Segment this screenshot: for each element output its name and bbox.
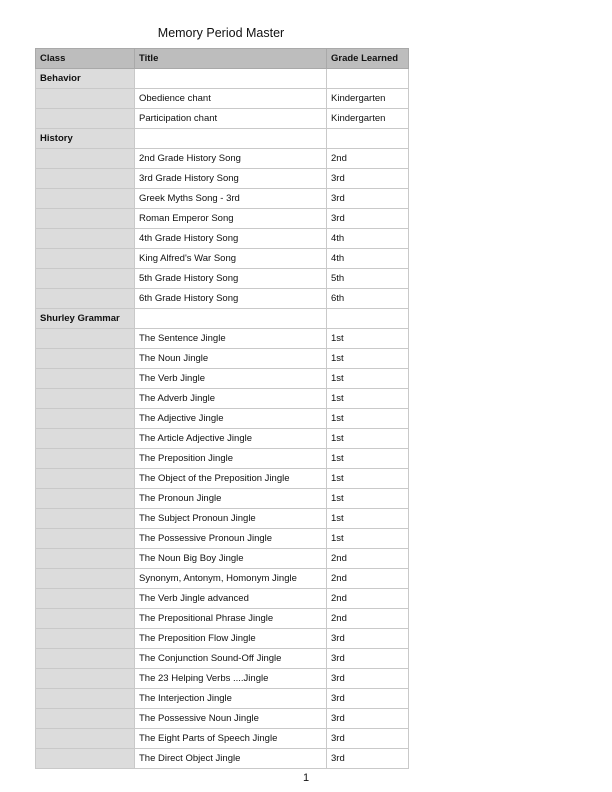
grade-learned-cell: 3rd <box>327 169 409 189</box>
title-cell <box>135 309 327 329</box>
title-cell: The Noun Jingle <box>135 349 327 369</box>
table-row <box>36 589 409 609</box>
title-cell: King Alfred's War Song <box>135 249 327 269</box>
class-cell <box>36 489 135 509</box>
class-cell <box>36 389 135 409</box>
table-row <box>36 489 409 509</box>
title-cell: The Noun Big Boy Jingle <box>135 549 327 569</box>
grade-learned-cell: 6th <box>327 289 409 309</box>
page-number: 1 <box>302 772 310 784</box>
table-row <box>36 189 409 209</box>
title-cell: The Possessive Pronoun Jingle <box>135 529 327 549</box>
grade-learned-cell: 2nd <box>327 549 409 569</box>
class-cell <box>36 269 135 289</box>
title-cell: The Preposition Flow Jingle <box>135 629 327 649</box>
table-row <box>36 369 409 389</box>
grade-learned-cell: 2nd <box>327 149 409 169</box>
class-cell <box>36 249 135 269</box>
table-row <box>36 509 409 529</box>
title-cell: Obedience chant <box>135 89 327 109</box>
grade-learned-cell: 3rd <box>327 629 409 649</box>
table-row <box>36 729 409 749</box>
table-row <box>36 529 409 549</box>
grade-learned-cell <box>327 129 409 149</box>
table-row <box>36 469 409 489</box>
table-row <box>36 149 409 169</box>
table-row <box>36 389 409 409</box>
title-cell: The Adverb Jingle <box>135 389 327 409</box>
column-header-class: Class <box>36 49 135 69</box>
class-cell <box>36 609 135 629</box>
class-group-row <box>36 129 409 149</box>
class-group-row <box>36 69 409 89</box>
class-name-cell: Shurley Grammar <box>36 309 135 329</box>
table-row <box>36 449 409 469</box>
class-cell <box>36 429 135 449</box>
column-header-title: Title <box>135 49 327 69</box>
class-cell <box>36 689 135 709</box>
table-row <box>36 569 409 589</box>
title-cell: The Verb Jingle advanced <box>135 589 327 609</box>
class-cell <box>36 89 135 109</box>
grade-learned-cell <box>327 69 409 89</box>
header-row <box>36 49 409 69</box>
table-row <box>36 249 409 269</box>
grade-learned-cell: 2nd <box>327 589 409 609</box>
grade-learned-cell: 1st <box>327 469 409 489</box>
class-cell <box>36 729 135 749</box>
grade-learned-cell: 1st <box>327 329 409 349</box>
grade-learned-cell: Kindergarten <box>327 89 409 109</box>
table-row <box>36 109 409 129</box>
class-cell <box>36 509 135 529</box>
table-row <box>36 289 409 309</box>
grade-learned-cell: 4th <box>327 249 409 269</box>
title-cell: The Eight Parts of Speech Jingle <box>135 729 327 749</box>
title-cell: The Adjective Jingle <box>135 409 327 429</box>
grade-learned-cell: 1st <box>327 509 409 529</box>
table-header <box>36 49 409 69</box>
class-cell <box>36 449 135 469</box>
class-cell <box>36 109 135 129</box>
table-row <box>36 649 409 669</box>
grade-learned-cell <box>327 309 409 329</box>
document-title: Memory Period Master <box>157 26 285 40</box>
title-cell: 3rd Grade History Song <box>135 169 327 189</box>
title-cell: The 23 Helping Verbs ....Jingle <box>135 669 327 689</box>
class-cell <box>36 749 135 769</box>
table-row <box>36 609 409 629</box>
table-row <box>36 89 409 109</box>
table-body <box>36 69 409 769</box>
class-cell <box>36 369 135 389</box>
grade-learned-cell: 3rd <box>327 709 409 729</box>
class-cell <box>36 349 135 369</box>
table-row <box>36 329 409 349</box>
class-cell <box>36 629 135 649</box>
grade-learned-cell: 3rd <box>327 669 409 689</box>
table-row <box>36 669 409 689</box>
title-cell: 6th Grade History Song <box>135 289 327 309</box>
grade-learned-cell: 1st <box>327 489 409 509</box>
column-header-grade-learned: Grade Learned <box>327 49 409 69</box>
title-cell: 5th Grade History Song <box>135 269 327 289</box>
table-row <box>36 689 409 709</box>
title-cell: Synonym, Antonym, Homonym Jingle <box>135 569 327 589</box>
table-row <box>36 429 409 449</box>
title-cell: The Interjection Jingle <box>135 689 327 709</box>
title-cell: 2nd Grade History Song <box>135 149 327 169</box>
table-row <box>36 209 409 229</box>
table-row <box>36 169 409 189</box>
title-cell: The Conjunction Sound-Off Jingle <box>135 649 327 669</box>
grade-learned-cell: 3rd <box>327 189 409 209</box>
class-cell <box>36 669 135 689</box>
class-cell <box>36 589 135 609</box>
class-cell <box>36 409 135 429</box>
class-cell <box>36 469 135 489</box>
class-cell <box>36 549 135 569</box>
class-cell <box>36 649 135 669</box>
grade-learned-cell: 1st <box>327 389 409 409</box>
title-cell: The Sentence Jingle <box>135 329 327 349</box>
grade-learned-cell: 1st <box>327 409 409 429</box>
grade-learned-cell: 2nd <box>327 569 409 589</box>
grade-learned-cell: 3rd <box>327 689 409 709</box>
title-cell <box>135 129 327 149</box>
grade-learned-cell: 1st <box>327 529 409 549</box>
title-cell: The Verb Jingle <box>135 369 327 389</box>
title-cell <box>135 69 327 89</box>
grade-learned-cell: 5th <box>327 269 409 289</box>
title-cell: The Prepositional Phrase Jingle <box>135 609 327 629</box>
title-cell: Greek Myths Song - 3rd <box>135 189 327 209</box>
class-cell <box>36 329 135 349</box>
class-cell <box>36 229 135 249</box>
class-cell <box>36 189 135 209</box>
title-cell: The Object of the Preposition Jingle <box>135 469 327 489</box>
table-row <box>36 269 409 289</box>
table-row <box>36 629 409 649</box>
class-cell <box>36 209 135 229</box>
grade-learned-cell: 1st <box>327 349 409 369</box>
grade-learned-cell: 1st <box>327 429 409 449</box>
title-cell: 4th Grade History Song <box>135 229 327 249</box>
title-cell: The Pronoun Jingle <box>135 489 327 509</box>
table-row <box>36 409 409 429</box>
class-name-cell: Behavior <box>36 69 135 89</box>
table-row <box>36 749 409 769</box>
title-cell: The Article Adjective Jingle <box>135 429 327 449</box>
class-cell <box>36 709 135 729</box>
title-cell: The Subject Pronoun Jingle <box>135 509 327 529</box>
class-cell <box>36 569 135 589</box>
class-name-cell: History <box>36 129 135 149</box>
grade-learned-cell: 3rd <box>327 749 409 769</box>
table-row <box>36 229 409 249</box>
title-cell: The Preposition Jingle <box>135 449 327 469</box>
grade-learned-cell: Kindergarten <box>327 109 409 129</box>
grade-learned-cell: 3rd <box>327 209 409 229</box>
table-row <box>36 349 409 369</box>
class-cell <box>36 289 135 309</box>
grade-learned-cell: 3rd <box>327 649 409 669</box>
title-cell: Participation chant <box>135 109 327 129</box>
grade-learned-cell: 1st <box>327 449 409 469</box>
grade-learned-cell: 1st <box>327 369 409 389</box>
title-cell: The Possessive Noun Jingle <box>135 709 327 729</box>
title-cell: The Direct Object Jingle <box>135 749 327 769</box>
class-cell <box>36 169 135 189</box>
class-cell <box>36 149 135 169</box>
class-group-row <box>36 309 409 329</box>
class-cell <box>36 529 135 549</box>
memory-period-table <box>35 48 409 769</box>
grade-learned-cell: 3rd <box>327 729 409 749</box>
grade-learned-cell: 4th <box>327 229 409 249</box>
table-row <box>36 709 409 729</box>
title-cell: Roman Emperor Song <box>135 209 327 229</box>
grade-learned-cell: 2nd <box>327 609 409 629</box>
table-row <box>36 549 409 569</box>
